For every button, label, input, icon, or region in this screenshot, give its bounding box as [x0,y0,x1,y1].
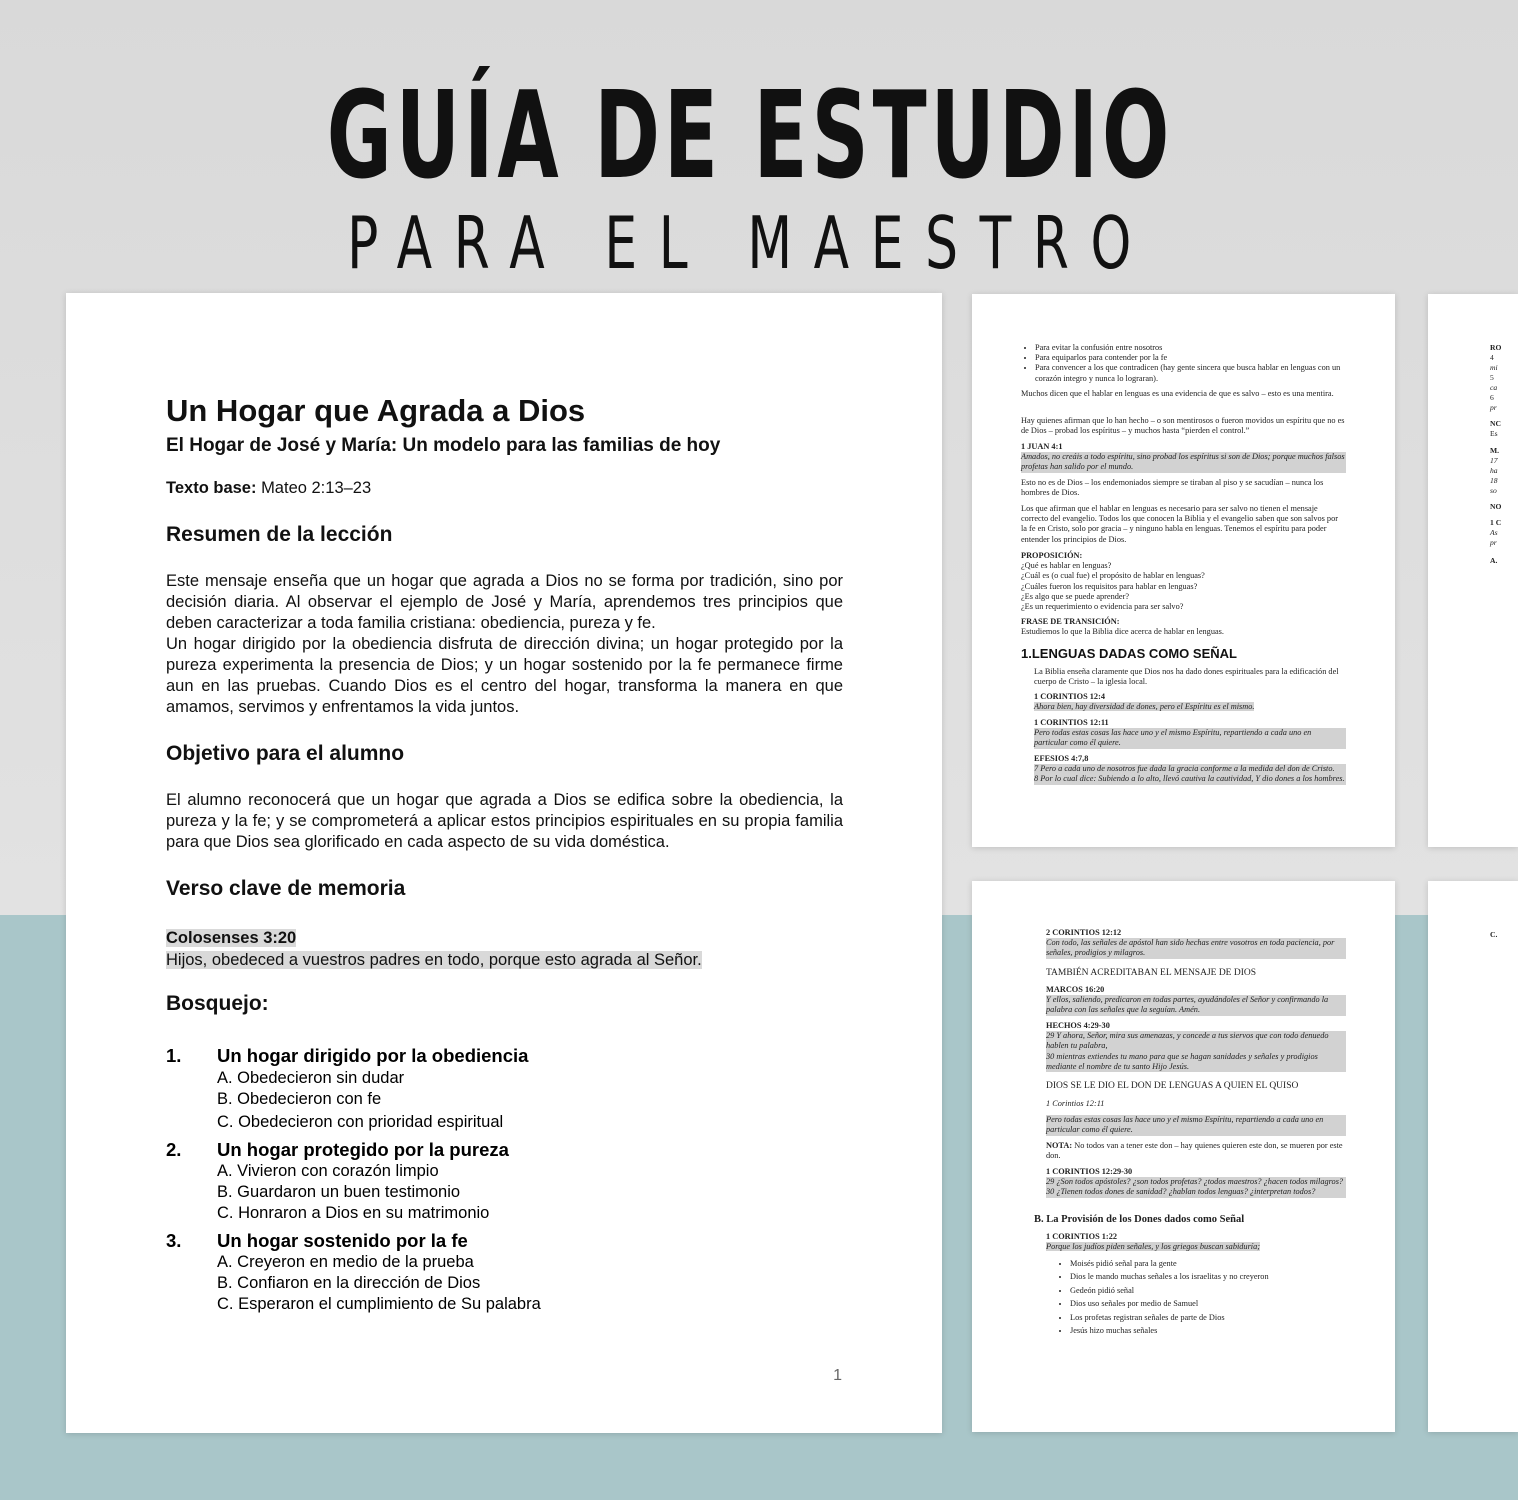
proposition-line: ¿Cuáles fueron los requisitos para hablar en lenguas? [1021,581,1198,591]
verse-reference: 1 Corintios 12:11 [1046,1099,1105,1108]
verse-text: 29 ¿Son todos apóstoles? ¿son todos profetas? ¿todos maestros? ¿hacen todos milagros? [1046,1177,1346,1187]
transition-text: Estudiemos lo que la Biblia dice acerca de hablar en lenguas. [1021,627,1224,637]
outline-subitem: C. Obedecieron con prioridad espiritual [217,1113,504,1131]
proposition-line: ¿Es algo que se puede aprender? [1021,591,1130,601]
verse-reference: EFESIOS 4:7,8 [1034,754,1089,763]
outline-number: 3. [166,1230,182,1251]
verse-text: 30 mientras extiendes tu mano para que se hagan sanidades y señales y prodigios mediante el nombre de tu santo Hijo Jesús. [1046,1052,1346,1072]
verse-reference: 1 CORINTIOS 12:11 [1034,718,1109,727]
document-page-preview-2 [972,294,1395,847]
outline-subitem: C. Esperaron el cumplimiento de Su palabra [217,1295,541,1313]
lesson-title: Un Hogar que Agrada a Dios [166,393,586,428]
list-item: • Para equiparlos para contender por la fe [1035,353,1346,363]
page-fragment: 1 C [1490,518,1502,527]
page-c-heading: TAMBIÉN ACREDITABAN EL MENSAJE DE DIOS [1046,968,1257,978]
document-page-preview-3 [972,881,1395,1432]
banner-title: GUÍA DE ESTUDIO [326,67,1174,206]
page-fragment: mi [1490,363,1498,372]
texto-base [166,477,843,499]
list-item: • Jesús hizo muchas señales [1070,1324,1346,1337]
page-fragment: ca [1490,383,1498,392]
outline-title: Un hogar dirigido por la obediencia [217,1045,529,1066]
outline-number: 2. [166,1139,182,1160]
verse-reference: HECHOS 4:29-30 [1046,1021,1110,1030]
verse-text: Porque los judíos piden señales, y los griegos buscan sabiduría; [1046,1242,1261,1252]
page-c-verse-block [1046,1099,1346,1136]
outline-title: Un hogar sostenido por la fe [217,1230,468,1251]
outline-subitem: A. Creyeron en medio de la prueba [217,1253,474,1271]
page-fragment: 6 [1490,393,1494,402]
page-fragment: RO [1490,343,1502,352]
page-c-note [1046,1141,1346,1161]
page-b-paragraph: Hay quienes afirman que lo han hecho – o son mentirosos o fueron movidos un espíritu que no es de Dios – probad los espíritus – y muchos hasta “pierden el control.” [1021,416,1345,436]
page-b-transition [1021,617,1346,637]
resumen-heading: Resumen de la lección [166,523,393,546]
page-fragment: so [1490,486,1497,495]
texto-base-label: Texto base: [166,479,257,497]
page-fragment: pr [1490,403,1497,412]
page-b-verse-block [1034,718,1346,749]
objetivo-paragraph: El alumno reconocerá que un hogar que agrada a Dios se edifica sobre la obediencia, la pureza y la fe; y se comprometerá a aplicar estos principios espirituales en su propia familia para que Dios sea glorificado en cada aspecto de su vida doméstica. [166,791,843,851]
outline-subitem: C. Honraron a Dios en su matrimonio [217,1204,490,1222]
page-b-paragraph: La Biblia enseña claramente que Dios nos ha dado dones espirituales para la edificación del cuerpo de Cristo – la iglesia local. [1034,667,1339,687]
page-b-proposition [1021,551,1346,612]
list-item: • Dios uso señales por medio de Samuel [1070,1297,1346,1310]
page-b-bullet-list [1021,343,1346,384]
page-b-verse-block [1034,754,1346,785]
document-page-preview-4 [1428,294,1518,847]
objetivo-heading: Objetivo para el alumno [166,742,405,765]
verso-reference: Colosenses 3:20 [166,929,297,947]
note-label: NOTA: [1046,1141,1073,1150]
verso-text: Hijos, obedeced a vuestros padres en todo, porque esto agrada al Señor. [166,950,702,969]
outline-number: 1. [166,1045,182,1066]
outline-subitem: B. Confiaron en la dirección de Dios [217,1274,481,1292]
verse-text: Pero todas estas cosas las hace uno y el mismo Espíritu, repartiendo a cada uno en particular como él quiere. [1046,1115,1346,1135]
proposition-line: ¿Es un requerimiento o evidencia para ser salvo? [1021,602,1184,612]
verse-text: Pero todas estas cosas las hace uno y el mismo Espíritu, repartiendo a cada uno en particular como él quiere. [1034,728,1346,748]
verse-text: Amados, no creáis a todo espíritu, sino probad los espíritus si son de Dios; porque muchos falsos profetas han salido por el mundo. [1021,452,1345,472]
page-fragment: A. [1490,556,1498,565]
page-fragment: 18 [1490,476,1498,485]
page-c-bullet-list [1046,1257,1346,1337]
note-text: No todos van a tener este don – hay quienes quieren este don, se mueren por este don. [1046,1141,1343,1161]
page-fragment: pr [1490,538,1497,547]
list-item: • Gedeón pidió señal [1070,1284,1346,1297]
page-fragment: 17 [1490,456,1498,465]
resumen-paragraph-1: Este mensaje enseña que un hogar que agrada a Dios no se forma por tradición, sino por decisión diaria. Al observar el ejemplo de José y María, aprendemos tres principios que deben caracterizar a toda familia cristiana: obediencia, pureza y fe. [166,572,843,632]
verse-reference: 2 CORINTIOS 12:12 [1046,928,1122,937]
texto-base-value: Mateo 2:13–23 [261,479,372,497]
page-c-verse-block [1046,1232,1346,1252]
transition-label: FRASE DE TRANSICIÓN: [1021,617,1120,626]
outline-subitem: B. Obedecieron con fe [217,1090,382,1108]
verso-block [166,928,843,971]
verse-text: Con todo, las señales de apóstol han sido hechas entre vosotros en toda paciencia, por señales, prodigios y milagros. [1046,938,1346,958]
verse-reference: 1 CORINTIOS 12:29-30 [1046,1167,1133,1176]
outline-subitem: B. Guardaron un buen testimonio [217,1183,461,1201]
page-fragment: 4 [1490,353,1494,362]
document-page-preview-5 [1428,881,1518,1432]
main-document-page [66,293,942,1433]
verse-text: Ahora bien, hay diversidad de dones, pero el Espíritu es el mismo. [1034,702,1255,712]
verse-text: 8 Por lo cual dice: Subiendo a lo alto, llevó cautiva la cautividad, Y dio dones a los hombres. [1034,774,1345,784]
verse-reference: 1 JUAN 4:1 [1021,442,1063,451]
outline-subitem: A. Vivieron con corazón limpio [217,1162,439,1180]
page-fragment: Es [1490,429,1498,438]
page-fragment: M. [1490,446,1500,455]
list-item: • Moisés pidió señal para la gente [1070,1257,1346,1270]
verse-reference: 1 CORINTIOS 12:4 [1034,692,1105,701]
lesson-subtitle: El Hogar de José y María: Un modelo para las familias de hoy [166,435,721,456]
list-item: • Para convencer a los que contradicen (hay gente sincera que busca hablar en lenguas con un corazón integro y nunca lo lograran). [1035,363,1346,383]
page-b-verse-block [1021,442,1346,473]
page-c-verse-block [1046,1021,1346,1072]
verso-heading: Verso clave de memoria [166,877,406,900]
page-number: 1 [833,1367,842,1384]
verse-text: 30 ¿Tienen todos dones de sanidad? ¿hablan todos lenguas? ¿interpretan todos? [1046,1187,1346,1197]
page-fragment: As [1490,528,1498,537]
outline-title: Un hogar protegido por la pureza [217,1139,509,1160]
list-item: • Los profetas registran señales de parte de Dios [1070,1311,1346,1324]
page-b-verse-block [1034,692,1346,712]
page-b-paragraph: Muchos dicen que el hablar en lenguas es una evidencia de que es salvo – esto es una mentira. [1021,389,1334,398]
list-item: • Dios le mando muchas señales a los israelitas y no creyeron [1070,1270,1346,1283]
page-fragment: NO [1490,502,1502,511]
page-b-paragraph: Esto no es de Dios – los endemoniados siempre se tiraban al piso y se sacudían – nunca los hombres de Dios. [1021,478,1324,498]
verse-reference: MARCOS 16:20 [1046,985,1105,994]
proposition-label: PROPOSICIÓN: [1021,551,1083,560]
page-b-paragraph: Los que afirman que el hablar en lenguas es necesario para ser salvo no tienen el mensaje correcto del evangelio. Todos los que conocen la Biblia y el evangelio saben que son salvos por la fe en Cristo, solo por gracia – y ninguno habla en lenguas. Tenemos el espíritu para poder entender los principios de Dios. [1021,504,1338,544]
page-fragment: ha [1490,466,1498,475]
page-c-verse-block [1046,1167,1346,1198]
list-item: • Para evitar la confusión entre nosotros [1035,343,1346,353]
proposition-line: ¿Qué es hablar en lenguas? [1021,561,1112,571]
page-fragment: C. [1490,930,1498,939]
page-c-verse-block [1046,928,1346,959]
page-c-verse-block [1046,985,1346,1016]
page-fragment: 5 [1490,373,1494,382]
verse-text: 7 Pero a cada uno de nosotros fue dada la gracia conforme a la medida del don de Cristo. [1034,764,1346,774]
verse-reference: 1 CORINTIOS 1:22 [1046,1232,1117,1241]
verse-text: 29 Y ahora, Señor, mira sus amenazas, y concede a tus siervos que con todo denuedo hablen tu palabra, [1046,1031,1346,1051]
page-fragment: NC [1490,419,1501,428]
bosquejo-heading: Bosquejo: [166,992,269,1015]
outline-subitem: A. Obedecieron sin dudar [217,1069,405,1087]
resumen-paragraph-2: Un hogar dirigido por la obediencia disfruta de dirección divina; un hogar protegido por la pureza experimenta la presencia de Dios; y un hogar sostenido por la fe permanece firme aun en las pruebas. Cuando Dios es el centro del hogar, transforma la manera en que amamos, servimos y enfrentamos la vida juntos. [166,635,843,716]
page-c-heading: DIOS SE LE DIO EL DON DE LENGUAS A QUIEN EL QUISO [1046,1081,1299,1091]
page-c-subheading: B. La Provisión de los Dones dados como Señal [1034,1214,1245,1225]
banner-subtitle: PARA EL MAESTRO [347,201,1153,285]
verse-text: Y ellos, saliendo, predicaron en todas partes, ayudándoles el Señor y confirmando la palabra con las señales que la seguían. Amén. [1046,995,1346,1015]
section-heading: 1.LENGUAS DADAS COMO SEÑAL [1021,646,1237,661]
proposition-line: ¿Cuál es (o cual fue) el propósito de hablar en lenguas? [1021,571,1205,581]
